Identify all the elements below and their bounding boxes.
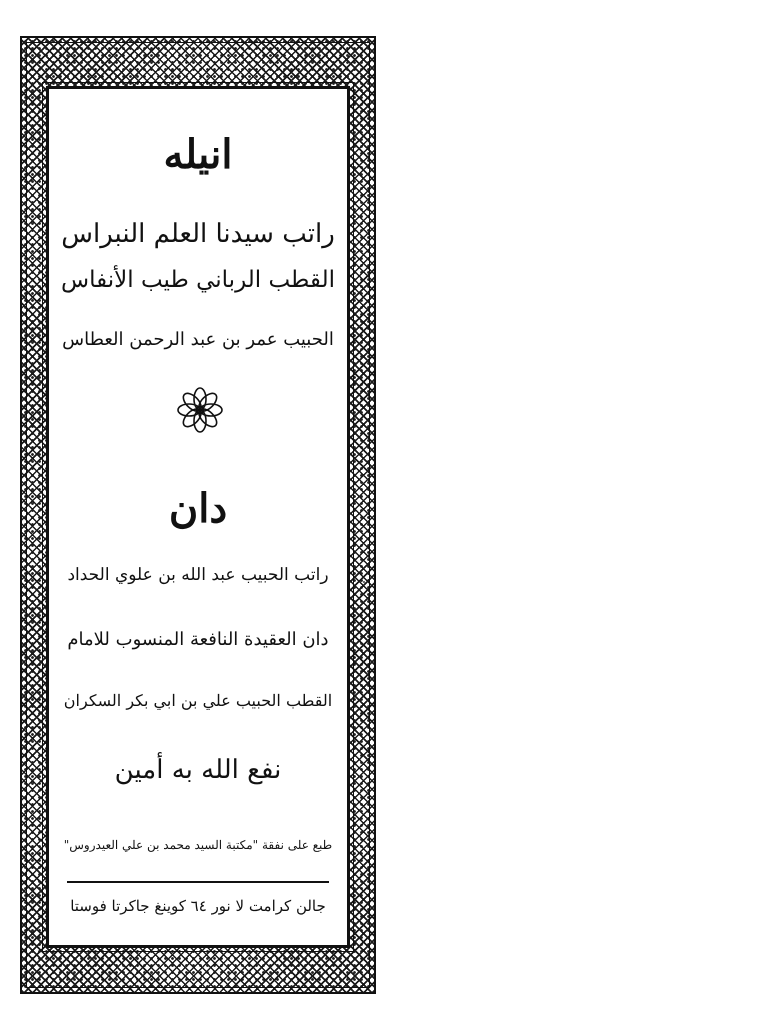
text-line-1: راتب سيدنا العلم النبراس <box>61 219 335 249</box>
address-line: جالن كرامت لا نور ٦٤ كوينغ جاكرتا فوستا <box>70 897 326 915</box>
text-line-6: القطب الحبيب علي بن ابي بكر السكران <box>63 691 333 710</box>
publisher-line: طبع على نفقة "مكتبة السيد محمد بن علي العيدروس" <box>63 838 333 852</box>
page-panel <box>46 86 350 948</box>
page-title: انيله <box>163 131 233 178</box>
rosette-ornament-icon <box>175 385 225 435</box>
text-line-7: نفع الله به أمين <box>114 755 282 785</box>
conjunction-heading: دان <box>168 485 228 532</box>
text-line-2: القطب الرباني طيب الأنفاس <box>61 267 335 293</box>
text-line-4: راتب الحبيب عبد الله بن علوي الحداد <box>67 565 329 585</box>
text-line-3: الحبيب عمر بن عبد الرحمن العطاس <box>62 329 334 350</box>
stray-mark <box>363 581 365 583</box>
divider-rule <box>67 881 329 883</box>
text-line-5: دان العقيدة النافعة المنسوب للامام <box>67 629 329 650</box>
